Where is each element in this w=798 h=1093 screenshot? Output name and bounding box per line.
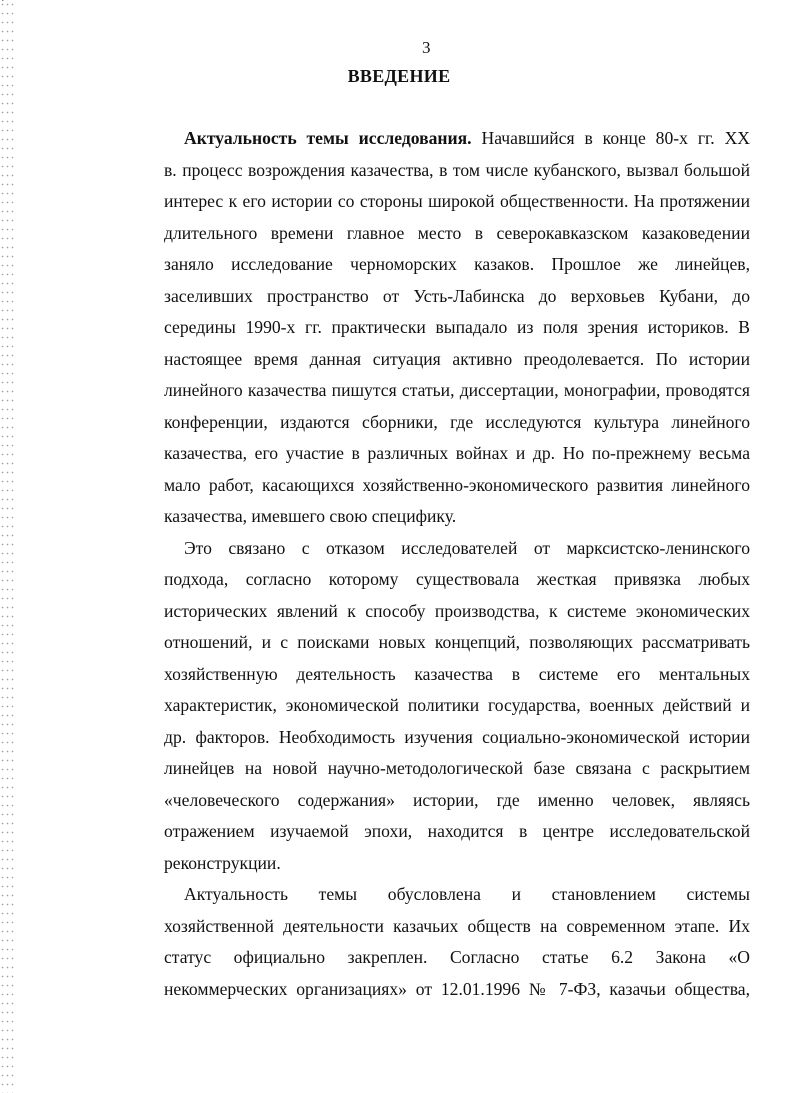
text-line: казачества, имевшего свою специфику. [164, 506, 457, 526]
text-line: реконструкции. [164, 852, 281, 873]
text-line: середины 1990-х гг. практически выпадало из поля зрения историков. В [164, 317, 750, 337]
text-line: заселивших пространство от Усть-Лабинска до верховьев Кубани, до [164, 285, 750, 306]
scan-edge-noise [0, 0, 14, 1093]
lead-phrase: Актуальность темы исследования. [184, 128, 472, 148]
paragraph-methodology [144, 533, 750, 880]
text-line: характеристик, экономической политики государства, военных действий и [164, 695, 750, 715]
text-line: интерес к его истории со стороны широкой общественности. На протяжении [164, 191, 750, 211]
paragraph-modern-status [144, 879, 750, 1005]
text-line: отношений, и с поисками новых концепций, позволяющих рассматривать [164, 632, 750, 652]
text-line: в. процесс возрождения казачества, в том числе кубанского, вызвал большой [164, 159, 750, 180]
page-number: 3 [422, 38, 431, 57]
text-line: др. факторов. Необходимость изучения социально-экономической истории [164, 726, 750, 747]
text-line: конференции, издаются сборники, где исследуются культура линейного [164, 411, 750, 432]
text-line: линейцев на новой научно-методологической базе связана с раскрытием [164, 758, 750, 778]
document-body [144, 123, 750, 1005]
text-line: Актуальность темы обусловлена и становлением системы [184, 884, 750, 904]
text-line: исторических явлений к способу производства, к системе экономических [164, 600, 750, 621]
page-heading: ВВЕДЕНИЕ [347, 66, 451, 86]
text-line: Актуальность темы исследования. Начавшийся в конце 80-х гг. XX [184, 128, 750, 148]
text-line: статус официально закреплен. Согласно статье 6.2 Закона «О [164, 947, 750, 967]
text-line: хозяйственной деятельности казачьих обществ на современном этапе. Их [164, 915, 750, 936]
text-line: некоммерческих организациях» от 12.01.1996 № 7-ФЗ, казачьи общества, [164, 978, 750, 999]
text-line: Это связано с отказом исследователей от марксистско-ленинского [184, 537, 750, 558]
text-line: казачества, его участие в различных войнах и др. Но по-прежнему весьма [164, 443, 750, 463]
text-line: «человеческого содержания» истории, где именно человек, являясь [164, 789, 750, 810]
text-line: отражением изучаемой эпохи, находится в центре исследовательской [164, 821, 750, 841]
text-line: настоящее время данная ситуация активно преодолевается. По истории [164, 348, 750, 369]
text-line: мало работ, касающихся хозяйственно-экономического развития линейного [164, 474, 750, 495]
text-line: подхода, согласно которому существовала жесткая привязка любых [164, 569, 750, 589]
text-line: заняло исследование черноморских казаков. Прошлое же линейцев, [164, 254, 750, 274]
paragraph-relevance [144, 123, 750, 533]
text-line: длительного времени главное место в северокавказском казаковедении [164, 222, 750, 243]
text-line: хозяйственную деятельность казачества в системе его ментальных [164, 663, 750, 684]
text-line: линейного казачества пишутся статьи, диссертации, монографии, проводятся [164, 380, 750, 400]
